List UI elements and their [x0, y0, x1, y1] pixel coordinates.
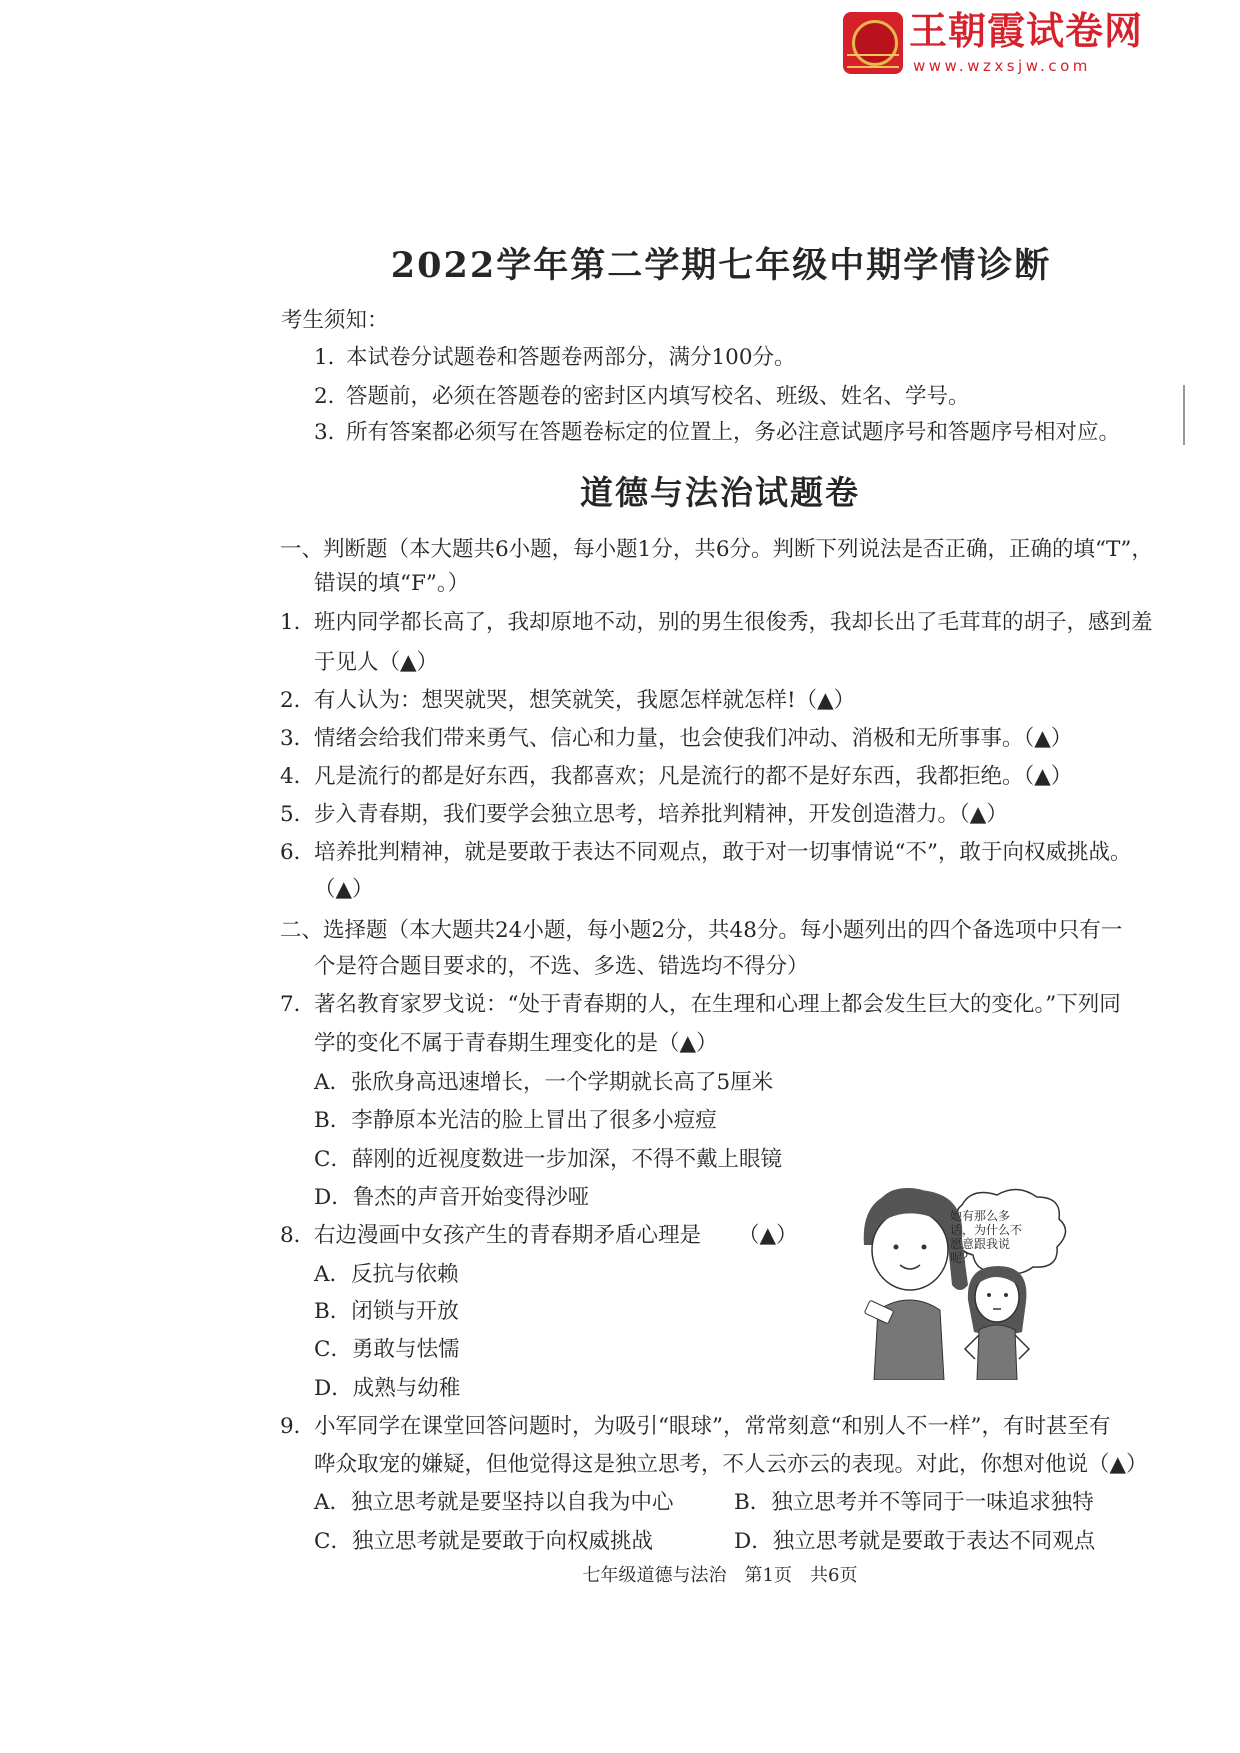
question-number: 3．	[280, 726, 316, 751]
question-text: 著名教育家罗戈说：“处于青春期的人，在生理和心理上都会发生巨大的变化。”下列同	[314, 992, 1121, 1017]
section1-heading: 一、判断题（本大题共6小题，每小题1分，共6分。判断下列说法是否正确，正确的填“T”，	[280, 537, 1153, 562]
question-text: 情绪会给我们带来勇气、信心和力量，也会使我们冲动、消极和无所事事。（▲）	[314, 726, 1073, 751]
notice-heading: 考生须知：	[281, 308, 389, 333]
question-number: 2．	[280, 688, 316, 713]
question-text: （▲）	[738, 1223, 798, 1248]
question-text: 本试卷分试题卷和答题卷两部分，满分100分。	[346, 345, 796, 370]
question-number: 1．	[314, 345, 350, 370]
question-number: 6．	[280, 840, 316, 865]
question-text: 学的变化不属于青春期生理变化的是（▲）	[314, 1031, 718, 1056]
question-text: （▲）	[314, 877, 374, 902]
question-number: 2．	[314, 384, 350, 409]
option-b: B．独立思考并不等同于一味追求独特	[734, 1490, 1094, 1515]
question-text: 于见人（▲）	[314, 650, 439, 675]
question-text: 培养批判精神，就是要敢于表达不同观点，敢于对一切事情说“不”，敢于向权威挑战。	[314, 840, 1132, 865]
logo-name: 王朝霞试卷网	[909, 9, 1144, 53]
question-number: 7．	[280, 992, 316, 1017]
question-text: 班内同学都长高了，我却原地不动，别的男生很俊秀，我却长出了毛茸茸的胡子，感到羞	[314, 610, 1153, 635]
question-text: 答题前，必须在答题卷的密封区内填写校名、班级、姓名、学号。	[346, 384, 970, 409]
logo-url: www.wzxsjw.com	[913, 57, 1091, 75]
question-number: 9．	[280, 1414, 316, 1439]
question-number: 3．	[314, 420, 350, 445]
cartoon-illustration	[852, 1185, 1102, 1380]
section2-heading-cont: 个是符合题目要求的，不选、多选、错选均不得分）	[314, 954, 809, 979]
question-text: 所有答案都必须写在答题卷标定的位置上，务必注意试题序号和答题序号相对应。	[346, 420, 1121, 445]
option-d: D．独立思考就是要敢于表达不同观点	[734, 1529, 1096, 1554]
question-number: 5．	[280, 802, 316, 827]
question-number: 8．	[280, 1223, 316, 1248]
option-c: C．薛刚的近视度数进一步加深，不得不戴上眼镜	[314, 1147, 782, 1172]
logo-badge-icon	[843, 12, 903, 74]
watermark-logo	[843, 10, 1163, 76]
thought-bubble-text: 她有那么多话，为什么不愿意跟我说呢？	[950, 1209, 1023, 1265]
question-number: 4．	[280, 764, 316, 789]
option-a: A．独立思考就是要坚持以自我为中心	[314, 1490, 674, 1515]
question-number: 1．	[280, 610, 316, 635]
question-text: 小军同学在课堂回答问题时，为吸引“眼球”，常常刻意“和别人不一样”，有时甚至有	[314, 1414, 1111, 1439]
section1-heading-cont: 错误的填“F”。）	[314, 571, 470, 596]
option-b: B．李静原本光洁的脸上冒出了很多小痘痘	[314, 1108, 717, 1133]
option-a: A．张欣身高迅速增长，一个学期就长高了5厘米	[314, 1070, 774, 1095]
scan-edge-mark	[1183, 385, 1185, 445]
question-text: 哗众取宠的嫌疑，但他觉得这是独立思考，不人云亦云的表现。对此，你想对他说（▲）	[314, 1452, 1148, 1477]
page-footer: 七年级道德与法治 第1页 共6页	[582, 1565, 858, 1586]
question-text: 有人认为：想哭就哭，想笑就笑，我愿怎样就怎样!（▲）	[314, 688, 856, 713]
question-text: 右边漫画中女孩产生的青春期矛盾心理是	[314, 1223, 702, 1248]
option-c: C．勇敢与怯懦	[314, 1337, 460, 1362]
paper-subtitle: 道德与法治试题卷	[580, 473, 860, 512]
option-a: A．反抗与依赖	[314, 1262, 459, 1287]
option-d: D．鲁杰的声音开始变得沙哑	[314, 1185, 590, 1210]
question-text: 步入青春期，我们要学会独立思考，培养批判精神，开发创造潜力。（▲）	[314, 802, 1008, 827]
question-text: 凡是流行的都是好东西，我都喜欢；凡是流行的都不是好东西，我都拒绝。（▲）	[314, 764, 1073, 789]
option-b: B．闭锁与开放	[314, 1299, 459, 1324]
option-c: C．独立思考就是要敢于向权威挑战	[314, 1529, 653, 1554]
option-d: D．成熟与幼稚	[314, 1376, 461, 1401]
exam-title: 2022学年第二学期七年级中期学情诊断	[390, 245, 1052, 286]
section2-heading: 二、选择题（本大题共24小题，每小题2分，共48分。每小题列出的四个备选项中只有一	[280, 918, 1123, 943]
